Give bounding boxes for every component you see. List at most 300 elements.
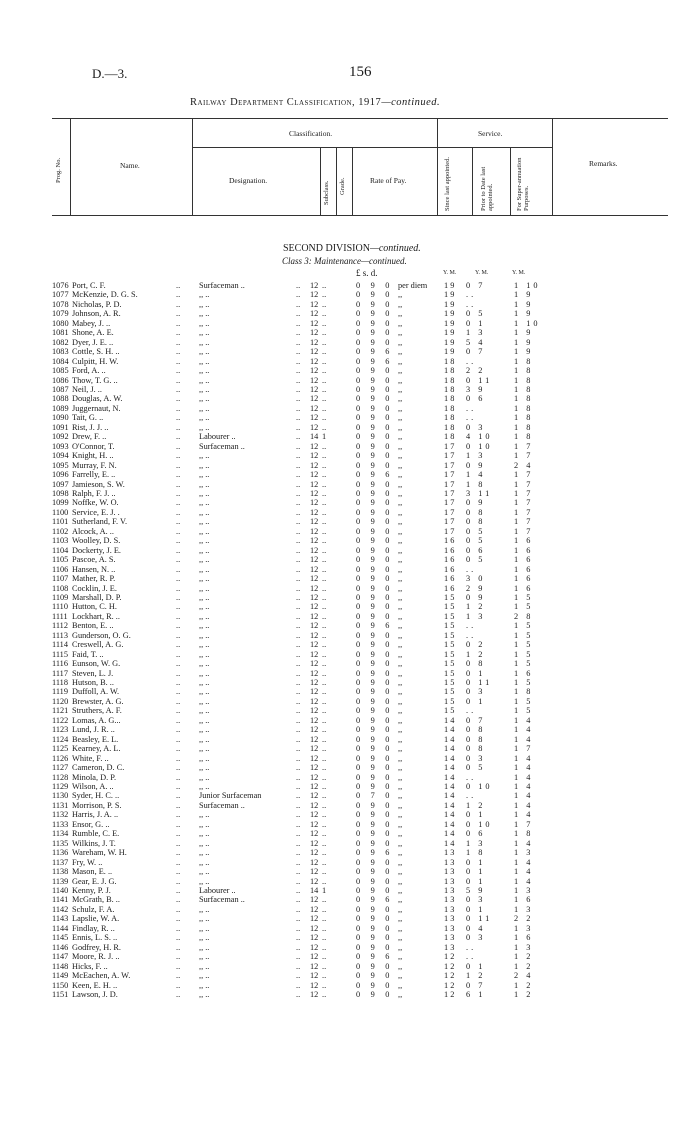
- pay-period: ,,: [398, 479, 403, 489]
- service-prior: ..: [466, 772, 477, 782]
- rate-of-pay: 0 9 0: [356, 384, 394, 394]
- leader-dots: ..: [296, 782, 301, 792]
- prog-number: 1127: [52, 763, 69, 773]
- grade: ..: [322, 819, 327, 829]
- pay-period: ,,: [398, 980, 403, 990]
- table-row: [0, 546, 700, 555]
- service-superannuation: 1 5: [514, 592, 534, 602]
- pay-period: ,,: [398, 318, 403, 328]
- leader-dots: ..: [296, 366, 301, 376]
- leader-dots: ..: [296, 810, 301, 820]
- leader-dots: ..: [176, 422, 181, 432]
- pay-period: ,,: [398, 507, 403, 517]
- employee-name: Godfrey, H. R.: [72, 942, 122, 952]
- prog-number: 1122: [52, 715, 69, 725]
- service-prior: 0 1: [466, 904, 486, 914]
- table-row: [0, 867, 700, 876]
- designation: ,, ..: [199, 564, 210, 574]
- designation: ,, ..: [199, 630, 210, 640]
- pay-period: ,,: [398, 791, 403, 801]
- grade: ..: [322, 857, 327, 867]
- prog-number: 1085: [52, 366, 69, 376]
- service-prior: 0 5: [466, 536, 486, 546]
- employee-name: Sutherland, F. V.: [72, 517, 128, 527]
- service-prior: ..: [466, 952, 477, 962]
- prog-number: 1136: [52, 848, 69, 858]
- employee-name: Douglas, A. W.: [72, 394, 123, 404]
- leader-dots: ..: [176, 800, 181, 810]
- subclass: 12: [310, 725, 319, 735]
- rate-of-pay: 0 9 0: [356, 838, 394, 848]
- leader-dots: ..: [176, 753, 181, 763]
- leader-dots: ..: [176, 583, 181, 593]
- pay-period: ,,: [398, 583, 403, 593]
- rate-of-pay: 0 9 0: [356, 715, 394, 725]
- service-superannuation: 1 8: [514, 432, 534, 442]
- rate-of-pay: 0 7 0: [356, 791, 394, 801]
- grade: ..: [322, 564, 327, 574]
- employee-name: Kenny, P. J.: [72, 886, 111, 895]
- designation: ,, ..: [199, 366, 210, 376]
- pay-period: ,,: [398, 328, 403, 338]
- service-prior: 0 1: [466, 961, 486, 971]
- document-reference: D.—3.: [92, 66, 128, 81]
- pay-period: ,,: [398, 971, 403, 981]
- table-row: [0, 432, 700, 441]
- service-since-last: 1 4: [444, 744, 455, 754]
- service-prior: 0 8: [466, 744, 486, 754]
- leader-dots: ..: [176, 744, 181, 754]
- service-superannuation: 1 7: [514, 819, 534, 829]
- leader-dots: ..: [296, 848, 301, 858]
- designation: ,, ..: [199, 952, 210, 962]
- prog-number: 1102: [52, 526, 69, 536]
- service-since-last: 1 5: [444, 640, 455, 650]
- employee-name: Kearney, A. L.: [72, 744, 121, 754]
- subclass: 12: [310, 602, 319, 612]
- grade: ..: [322, 488, 327, 498]
- service-since-last: 1 7: [444, 470, 455, 480]
- table-row: [0, 574, 700, 583]
- service-superannuation: 2 8: [514, 611, 534, 621]
- subclass: 12: [310, 366, 319, 376]
- service-since-last: 1 9: [444, 347, 455, 357]
- service-superannuation: 1 7: [514, 526, 534, 536]
- subclass: 12: [310, 810, 319, 820]
- leader-dots: ..: [296, 744, 301, 754]
- leader-dots: ..: [176, 819, 181, 829]
- service-prior: 5 4: [466, 337, 486, 347]
- service-superannuation: 1 7: [514, 470, 534, 480]
- col-name-header: Name.: [120, 161, 140, 170]
- employee-name: Steven, L. J.: [72, 668, 114, 678]
- employee-name: Knight, H. ..: [72, 451, 114, 461]
- service-prior: 1 3: [466, 451, 486, 461]
- service-superannuation: 2 4: [514, 460, 534, 470]
- pay-period: ,,: [398, 564, 403, 574]
- service-superannuation: 1 6: [514, 668, 534, 678]
- leader-dots: ..: [296, 356, 301, 366]
- pay-period: ,,: [398, 687, 403, 697]
- service-since-last: 1 9: [444, 299, 455, 309]
- service-prior: 0 5: [466, 555, 486, 565]
- designation: Surfaceman ..: [199, 441, 245, 451]
- rate-of-pay: 0 9 0: [356, 678, 394, 688]
- leader-dots: ..: [176, 678, 181, 688]
- service-since-last: 1 7: [444, 441, 455, 451]
- years-months-header: Y. M.: [512, 270, 526, 276]
- prog-number: 1093: [52, 441, 69, 451]
- table-row: [0, 877, 700, 886]
- subclass: 14: [310, 886, 319, 895]
- designation: ,, ..: [199, 763, 210, 773]
- service-since-last: 1 3: [444, 942, 455, 952]
- service-prior: 0 5: [466, 526, 486, 536]
- pay-period: ,,: [398, 299, 403, 309]
- leader-dots: ..: [176, 356, 181, 366]
- rate-of-pay: 0 9 0: [356, 772, 394, 782]
- service-prior: 0 5: [466, 763, 486, 773]
- designation: ,, ..: [199, 479, 210, 489]
- rate-of-pay: 0 9 0: [356, 281, 394, 290]
- subclass: 12: [310, 507, 319, 517]
- designation: ,, ..: [199, 734, 210, 744]
- subclass: 12: [310, 989, 319, 999]
- table-body: [0, 281, 700, 999]
- rate-header: Rate of Pay.: [370, 176, 407, 185]
- pay-period: ,,: [398, 347, 403, 357]
- rate-of-pay: 0 9 0: [356, 942, 394, 952]
- leader-dots: ..: [176, 763, 181, 773]
- service-superannuation: 1 4: [514, 725, 534, 735]
- leader-dots: ..: [296, 394, 301, 404]
- service-prior: 6 1: [466, 989, 486, 999]
- leader-dots: ..: [176, 318, 181, 328]
- designation: ,, ..: [199, 318, 210, 328]
- table-row: [0, 839, 700, 848]
- designation: ,, ..: [199, 810, 210, 820]
- employee-name: Alcock, A. ..: [72, 526, 114, 536]
- table-row: [0, 281, 700, 290]
- employee-name: Eunson, W. G.: [72, 659, 121, 669]
- grade: ..: [322, 640, 327, 650]
- rate-of-pay: 0 9 0: [356, 687, 394, 697]
- service-prior: 1 8: [466, 848, 486, 858]
- subclass: 12: [310, 952, 319, 962]
- designation: ,, ..: [199, 659, 210, 669]
- rate-of-pay: 0 9 6: [356, 952, 394, 962]
- leader-dots: ..: [176, 460, 181, 470]
- leader-dots: ..: [176, 507, 181, 517]
- service-prior: ..: [466, 621, 477, 631]
- designation: ,, ..: [199, 574, 210, 584]
- leader-dots: ..: [176, 971, 181, 981]
- service-superannuation: 1 5: [514, 678, 534, 688]
- grade: ..: [322, 800, 327, 810]
- grade: ..: [322, 649, 327, 659]
- designation: ,, ..: [199, 687, 210, 697]
- service-superannuation: 1 7: [514, 744, 534, 754]
- service-superannuation: 1 4: [514, 791, 534, 801]
- prog-number: 1090: [52, 413, 69, 423]
- designation: ,, ..: [199, 942, 210, 952]
- grade: ..: [322, 470, 327, 480]
- pay-period: ,,: [398, 488, 403, 498]
- subclass: 12: [310, 838, 319, 848]
- table-row: [0, 602, 700, 611]
- service-since-last: 1 4: [444, 829, 455, 839]
- designation: ,, ..: [199, 536, 210, 546]
- leader-dots: ..: [176, 488, 181, 498]
- service-prior: 3 11: [466, 488, 493, 498]
- leader-dots: ..: [296, 687, 301, 697]
- table-row: [0, 366, 700, 375]
- prog-number: 1112: [52, 621, 68, 631]
- table-row: [0, 735, 700, 744]
- employee-name: Noffke, W. O.: [72, 498, 119, 508]
- subclass: 12: [310, 923, 319, 933]
- leader-dots: ..: [176, 810, 181, 820]
- grade: ..: [322, 403, 327, 413]
- prog-number: 1142: [52, 904, 69, 914]
- service-since-last: 1 3: [444, 876, 455, 886]
- service-since-last: 1 5: [444, 602, 455, 612]
- designation: ,, ..: [199, 592, 210, 602]
- leader-dots: ..: [176, 914, 181, 924]
- leader-dots: ..: [296, 602, 301, 612]
- pay-period: ,,: [398, 611, 403, 621]
- grade: 1: [322, 886, 327, 895]
- header-rule: [437, 119, 438, 215]
- designation: ,, ..: [199, 933, 210, 943]
- service-superannuation: 1 7: [514, 517, 534, 527]
- leader-dots: ..: [176, 706, 181, 716]
- leader-dots: ..: [176, 281, 181, 290]
- grade: ..: [322, 876, 327, 886]
- designation: ,, ..: [199, 819, 210, 829]
- leader-dots: ..: [296, 971, 301, 981]
- grade: 1: [322, 432, 327, 442]
- designation: ,, ..: [199, 488, 210, 498]
- subclass: 12: [310, 526, 319, 536]
- subclass: 12: [310, 422, 319, 432]
- leader-dots: ..: [296, 734, 301, 744]
- prog-number: 1080: [52, 318, 69, 328]
- rate-of-pay: 0 9 0: [356, 867, 394, 877]
- grade: ..: [322, 281, 327, 290]
- leader-dots: ..: [176, 479, 181, 489]
- designation: ,, ..: [199, 829, 210, 839]
- service-since-last: 1 8: [444, 394, 455, 404]
- service-superannuation: 1 5: [514, 640, 534, 650]
- prog-number: 1113: [52, 630, 68, 640]
- subclass: 12: [310, 592, 319, 602]
- prog-number: 1130: [52, 791, 69, 801]
- subclass: 12: [310, 498, 319, 508]
- service-superannuation: 1 4: [514, 772, 534, 782]
- leader-dots: ..: [296, 989, 301, 999]
- subclass: 12: [310, 413, 319, 423]
- leader-dots: ..: [176, 687, 181, 697]
- service-since-last: 1 4: [444, 819, 455, 829]
- prog-number: 1111: [52, 611, 68, 621]
- table-row: [0, 725, 700, 734]
- leader-dots: ..: [176, 517, 181, 527]
- leader-dots: ..: [176, 441, 181, 451]
- designation: ,, ..: [199, 394, 210, 404]
- service-prior: 1 3: [466, 328, 486, 338]
- leader-dots: ..: [296, 611, 301, 621]
- rate-of-pay: 0 9 0: [356, 744, 394, 754]
- service-since-last: 1 3: [444, 867, 455, 877]
- rate-of-pay: 0 9 0: [356, 602, 394, 612]
- table-row: [0, 319, 700, 328]
- leader-dots: ..: [296, 829, 301, 839]
- pay-period: ,,: [398, 403, 403, 413]
- prog-number: 1104: [52, 545, 69, 555]
- service-since-last: 1 8: [444, 432, 455, 442]
- pay-period: ,,: [398, 337, 403, 347]
- pay-period: ,,: [398, 904, 403, 914]
- pay-period: ,,: [398, 715, 403, 725]
- service-since-last: 1 6: [444, 564, 455, 574]
- header-rule: [320, 148, 321, 215]
- service-since-last: 1 5: [444, 630, 455, 640]
- subclass: 12: [310, 517, 319, 527]
- rate-of-pay: 0 9 0: [356, 536, 394, 546]
- leader-dots: ..: [296, 706, 301, 716]
- service-prior: 0 9: [466, 498, 486, 508]
- service-since-last: 1 5: [444, 621, 455, 631]
- service-superannuation: 1 10: [514, 318, 541, 328]
- grade: ..: [322, 290, 327, 300]
- service-prior: ..: [466, 791, 477, 801]
- employee-name: Gear, E. J. G.: [72, 876, 117, 886]
- pay-period: ,,: [398, 592, 403, 602]
- service-prior: 1 2: [466, 602, 486, 612]
- table-row: [0, 905, 700, 914]
- prog-number: 1076: [52, 281, 69, 290]
- employee-name: Marshall, D. P.: [72, 592, 122, 602]
- leader-dots: ..: [176, 555, 181, 565]
- pay-period: ,,: [398, 498, 403, 508]
- grade: ..: [322, 545, 327, 555]
- table-row: [0, 338, 700, 347]
- grade: ..: [322, 914, 327, 924]
- leader-dots: ..: [176, 394, 181, 404]
- leader-dots: ..: [176, 347, 181, 357]
- grade: ..: [322, 460, 327, 470]
- designation: Surfaceman ..: [199, 895, 245, 905]
- grade: ..: [322, 706, 327, 716]
- employee-name: Hutson, B. ..: [72, 678, 114, 688]
- prog-number: 1128: [52, 772, 69, 782]
- leader-dots: ..: [296, 659, 301, 669]
- service-superannuation: 1 5: [514, 630, 534, 640]
- service-superannuation: 2 4: [514, 971, 534, 981]
- table-row: [0, 631, 700, 640]
- table-row: [0, 517, 700, 526]
- rate-of-pay: 0 9 0: [356, 800, 394, 810]
- rate-of-pay: 0 9 0: [356, 725, 394, 735]
- table-row: [0, 640, 700, 649]
- leader-dots: ..: [176, 696, 181, 706]
- table-row: [0, 933, 700, 942]
- header-rule: [510, 148, 511, 215]
- subclass: 12: [310, 545, 319, 555]
- grade: ..: [322, 366, 327, 376]
- subclass: 12: [310, 904, 319, 914]
- prog-number: 1097: [52, 479, 69, 489]
- employee-name: Jamieson, S. W.: [72, 479, 125, 489]
- service-superannuation: 1 7: [514, 488, 534, 498]
- service-superannuation: 1 9: [514, 299, 534, 309]
- subclass: 12: [310, 318, 319, 328]
- leader-dots: ..: [176, 867, 181, 877]
- service-prior: 0 5: [466, 309, 486, 319]
- subclass: 12: [310, 375, 319, 385]
- leader-dots: ..: [176, 611, 181, 621]
- leader-dots: ..: [176, 961, 181, 971]
- subclass: 12: [310, 356, 319, 366]
- rate-of-pay: 0 9 0: [356, 668, 394, 678]
- rate-of-pay: 0 9 6: [356, 470, 394, 480]
- subclass: 12: [310, 281, 319, 290]
- rate-of-pay: 0 9 6: [356, 895, 394, 905]
- table-row: [0, 886, 700, 895]
- rate-of-pay: 0 9 0: [356, 763, 394, 773]
- classification-header: Classification.: [289, 129, 333, 138]
- service-since-last: 1 8: [444, 375, 455, 385]
- leader-dots: ..: [296, 904, 301, 914]
- service-since-last: 1 7: [444, 498, 455, 508]
- pay-period: ,,: [398, 668, 403, 678]
- prog-number: 1143: [52, 914, 69, 924]
- employee-name: Hansen, N. ..: [72, 564, 116, 574]
- leader-dots: ..: [296, 479, 301, 489]
- rate-of-pay: 0 9 0: [356, 451, 394, 461]
- employee-name: Brewster, A. G.: [72, 696, 124, 706]
- service-superannuation: 1 4: [514, 810, 534, 820]
- designation: ,, ..: [199, 848, 210, 858]
- subclass: 12: [310, 630, 319, 640]
- grade: ..: [322, 517, 327, 527]
- designation: ,, ..: [199, 583, 210, 593]
- service-prior: 0 3: [466, 753, 486, 763]
- service-since-last: 1 5: [444, 649, 455, 659]
- service-superannuation: 1 6: [514, 564, 534, 574]
- leader-dots: ..: [176, 725, 181, 735]
- pay-period: ,,: [398, 753, 403, 763]
- leader-dots: ..: [296, 800, 301, 810]
- employee-name: Cottle, S. H. ..: [72, 347, 120, 357]
- subclass: 12: [310, 848, 319, 858]
- designation: ,, ..: [199, 422, 210, 432]
- service-since-last: 1 3: [444, 857, 455, 867]
- prog-number: 1101: [52, 517, 69, 527]
- grade: ..: [322, 630, 327, 640]
- service-prior: 0 3: [466, 422, 486, 432]
- prog-number: 1133: [52, 819, 69, 829]
- designation: ,, ..: [199, 309, 210, 319]
- prog-number: 1137: [52, 857, 69, 867]
- grade: ..: [322, 479, 327, 489]
- table-row: [0, 584, 700, 593]
- table-row: [0, 971, 700, 980]
- leader-dots: ..: [176, 337, 181, 347]
- subclass: 12: [310, 734, 319, 744]
- prog-number: 1089: [52, 403, 69, 413]
